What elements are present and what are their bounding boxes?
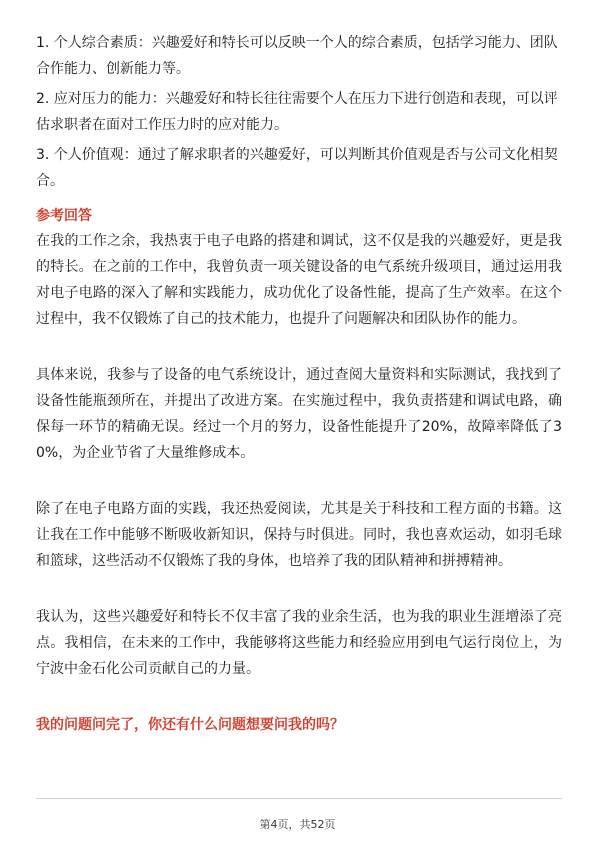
paragraph-gap: [36, 466, 562, 496]
list-item-2: 2. 应对压力的能力：兴趣爱好和特长往往需要个人在压力下进行创造和表现，可以评估求职者在面对工作压力时的应对能力。: [36, 91, 558, 133]
answer-paragraph-2: 具体来说，我参与了设备的电气系统设计，通过查阅大量资料和实际测试，我找到了设备性能瓶颈所在，并提出了改进方案。在实施过程中，我负责搭建和调试电路，确保每一环节的精确无误。经过一个月的努力，设备性能提升了20%，故障率降低了30%，为企业节省了大量维修成本。: [36, 367, 562, 461]
list-item-1: 1. 个人综合素质：兴趣爱好和特长可以反映一个人的综合素质，包括学习能力、团队合作能力、创新能力等。: [36, 35, 558, 77]
footer-divider: [36, 798, 562, 799]
answer-paragraph-1: 在我的工作之余，我热衷于电子电路的搭建和调试，这不仅是我的兴趣爱好，更是我的特长。在之前的工作中，我曾负责一项关键设备的电气系统升级项目，通过运用我对电子电路的深入了解和实践能力，成功优化了设备性能，提高了生产效率。在这个过程中，我不仅锻炼了自己的技术能力，也提升了问题解决和团队协作的能力。: [36, 233, 562, 327]
paragraph-gap: [36, 332, 562, 362]
paragraph-gap: [36, 574, 562, 604]
page-content: [36, 30, 562, 738]
list-item-3: 3. 个人价值观：通过了解求职者的兴趣爱好，可以判断其价值观是否与公司文化相契合。: [36, 147, 558, 189]
answer-title: 参考回答: [36, 208, 92, 224]
paragraph-gap: [36, 682, 562, 712]
answer-paragraph-4: 我认为，这些兴趣爱好和特长不仅丰富了我的业余生活，也为我的职业生涯增添了亮点。我相信，在未来的工作中，我能够将这些能力和经验应用到电气运行岗位上，为宁波中金石化公司贡献自己的力量。: [36, 609, 562, 677]
answer-paragraph-3: 除了在电子电路方面的实践，我还热爱阅读，尤其是关于科技和工程方面的书籍。这让我在工作中能够不断吸收新知识，保持与时俱进。同时，我也喜欢运动，如羽毛球和篮球，这些活动不仅锻炼了我的身体，也培养了我的团队精神和拼搏精神。: [36, 501, 562, 569]
closing-question: 我的问题问完了，你还有什么问题想要问我的吗？: [36, 717, 344, 733]
page-number: 第4页，共52页: [259, 818, 336, 831]
